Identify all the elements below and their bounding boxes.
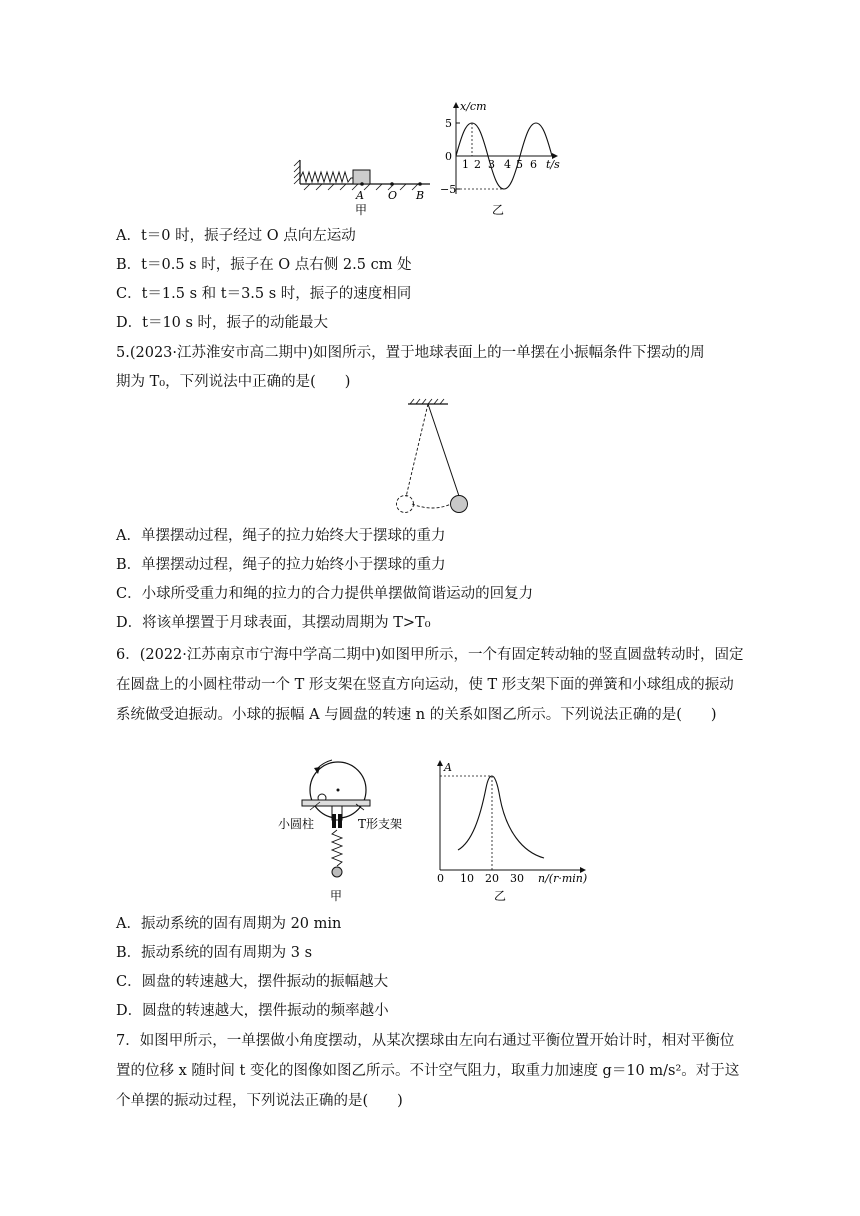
q4-option-d: D．t＝10 s 时，振子的动能最大	[116, 315, 329, 331]
point-A: A	[356, 189, 364, 202]
x-t-graph	[440, 100, 560, 217]
x-tick-30: 30	[510, 872, 524, 885]
x-axis-label: n/(r·min)	[538, 872, 588, 885]
q4-option-a: A．t＝0 时，振子经过 O 点向左运动	[116, 228, 356, 244]
q6-option-c: C．圆盘的转速越大，摆件振动的振幅越大	[116, 974, 389, 990]
q5-option-d: D．将该单摆置于月球表面，其摆动周期为 T>T₀	[116, 615, 431, 631]
q6-option-d: D．圆盘的转速越大，摆件振动的频率越小	[116, 1003, 389, 1019]
pendulum-figure	[388, 396, 478, 518]
q4-option-c: C．t＝1.5 s 和 t＝3.5 s 时，振子的速度相同	[116, 286, 412, 302]
x-axis-label: t/s	[546, 158, 560, 171]
forced-vibration-apparatus	[278, 760, 402, 903]
q4-option-b: B．t＝0.5 s 时，振子在 O 点右侧 2.5 cm 处	[116, 257, 412, 273]
x-tick-10: 10	[460, 872, 474, 885]
q6-stem: 6．(2022·江苏南京市宁海中学高二期中)如图甲所示，一个有固定转动轴的竖直圆盘转动时，固定在圆盘上的小圆柱带动一个 T 形支架在竖直方向运动，使 T 形支架下面的弹簧和小球组成的振动系统做受迫振动。小球的振幅 A 与圆盘的转速 n 的关系如图乙所示。下列说法正确的是( )	[116, 647, 744, 723]
y-axis-label: x/cm	[460, 100, 487, 113]
block	[353, 170, 370, 184]
q7-stem: 7．如图甲所示，一单摆做小角度摆动，从某次摆球由左向右通过平衡位置开始计时，相对平衡位置的位移 x 随时间 t 变化的图像如图乙所示。不计空气阻力，取重力加速度 g＝10 m/s²。对于这个单摆的振动过程，下列说法正确的是( )	[116, 1033, 740, 1109]
x-tick-3: 3	[488, 158, 495, 171]
q5-option-c: C．小球所受重力和绳的拉力的合力提供单摆做简谐运动的回复力	[116, 586, 534, 602]
q6-option-a: A．振动系统的固有周期为 20 min	[116, 916, 342, 932]
caption-jia: 甲	[355, 203, 368, 217]
x-tick-4: 4	[504, 158, 511, 171]
q5-stem-line1: 5.(2023·江苏淮安市高二期中)如图所示，置于地球表面上的一单摆在小振幅条件下摆动的周	[116, 345, 705, 361]
x-tick-20: 20	[485, 872, 499, 885]
q5-option-a: A．单摆摆动过程，绳子的拉力始终大于摆球的重力	[116, 528, 446, 544]
q5-option-b: B．单摆摆动过程，绳子的拉力始终小于摆球的重力	[116, 557, 446, 573]
point-B: B	[416, 189, 425, 202]
q5-stem-line2: 期为 T₀，下列说法中正确的是( )	[116, 374, 351, 390]
x-tick-1: 1	[462, 158, 469, 171]
x-tick-6: 6	[530, 158, 537, 171]
resonance-curve	[458, 776, 544, 858]
q6-option-b: B．振动系统的固有周期为 3 s	[116, 945, 313, 961]
pendulum-bob	[451, 496, 468, 513]
label-small-cylinder: 小圆柱	[278, 817, 315, 831]
y-tick-0: 0	[445, 150, 452, 163]
y-tick-5: 5	[445, 117, 452, 130]
x-tick-0: 0	[437, 872, 444, 885]
label-t-bracket: T形支架	[358, 817, 403, 831]
x-tick-5: 5	[516, 158, 523, 171]
pendulum-bob-ghost	[397, 496, 414, 513]
spring-oscillator-diagram	[294, 160, 430, 217]
point-O: O	[388, 189, 398, 202]
resonance-curve-graph	[437, 760, 587, 903]
y-tick-neg5: −5	[440, 183, 457, 196]
x-tick-2: 2	[474, 158, 481, 171]
caption-yi: 乙	[492, 203, 505, 217]
ball	[332, 867, 342, 877]
spring	[300, 172, 353, 182]
q6-figure	[276, 758, 616, 906]
caption-yi: 乙	[494, 889, 507, 903]
q4-figure	[290, 96, 580, 226]
y-axis-label: A	[444, 761, 452, 774]
caption-jia: 甲	[330, 889, 343, 903]
